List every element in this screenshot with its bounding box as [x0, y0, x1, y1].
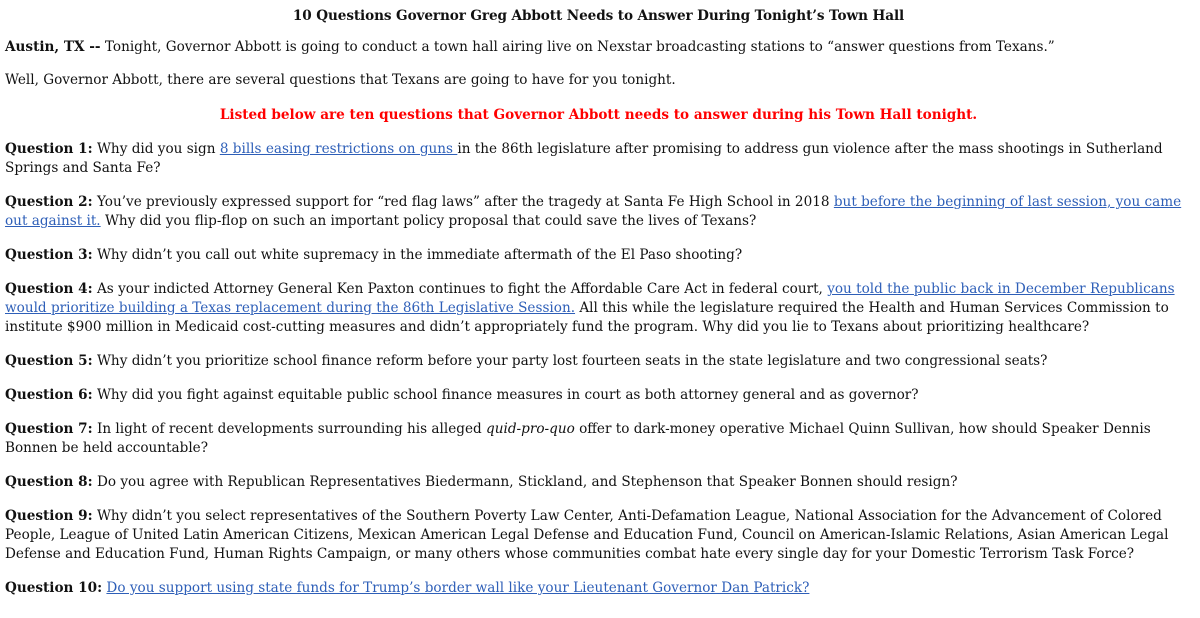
question-label: Question 10: — [5, 580, 103, 596]
dateline: Austin, TX -- — [5, 39, 101, 55]
question-text: Why did you fight against equitable public school finance measures in court as both attorney general and as governor? — [92, 387, 919, 403]
question-text: You’ve previously expressed support for “red flag laws” after the tragedy at Santa Fe High School in 2018 — [92, 194, 834, 210]
question-text: Why didn’t you prioritize school finance reform before your party lost fourteen seats in the state legislature and two congressional seats? — [92, 353, 1048, 369]
question-6 — [5, 386, 1192, 405]
gun-bills-link[interactable]: 8 bills easing restrictions on guns — [219, 141, 458, 157]
question-emphasis: quid-pro-quo — [486, 421, 575, 437]
question-text: As your indicted Attorney General Ken Paxton continues to fight the Affordable Care Act in federal court, — [92, 281, 828, 297]
question-3 — [5, 246, 1192, 265]
question-text: In light of recent developments surrounding his alleged — [92, 421, 487, 437]
question-text: Do you agree with Republican Representatives Biedermann, Stickland, and Stephenson that Speaker Bonnen should resign? — [92, 474, 958, 490]
questions-heading: Listed below are ten questions that Governor Abbott needs to answer during his Town Hall tonight. — [219, 107, 978, 123]
question-text: in the 86th legislature after promising to address gun violence after the mass shootings in Sutherland Springs and Santa Fe? — [5, 141, 1163, 176]
red-flag-flip-flop-link[interactable]: but before the beginning of last session, you came out against it. — [5, 194, 1182, 229]
question-text: Why did you sign — [92, 141, 220, 157]
question-7 — [5, 420, 1192, 458]
question-label: Question 8: — [5, 474, 93, 490]
intro-paragraph-2: Well, Governor Abbott, there are several questions that Texans are going to have for you tonight. — [5, 72, 676, 88]
border-wall-link[interactable]: Do you support using state funds for Trump’s border wall like your Lieutenant Governor Dan Patrick? — [106, 580, 810, 596]
question-text: offer to dark-money operative Michael Quinn Sullivan, how should Speaker Dennis Bonnen be held accountable? — [5, 421, 1151, 456]
question-label: Question 3: — [5, 247, 93, 263]
question-label: Question 2: — [5, 194, 93, 210]
question-label: Question 1: — [5, 141, 93, 157]
question-text: Why did you flip-flop on such an important policy proposal that could save the lives of Texans? — [100, 213, 757, 229]
question-8 — [5, 473, 1192, 492]
question-1 — [5, 140, 1192, 178]
intro-paragraph — [5, 38, 1192, 57]
question-label: Question 7: — [5, 421, 93, 437]
question-label: Question 6: — [5, 387, 93, 403]
question-label: Question 9: — [5, 508, 93, 524]
intro-text: Tonight, Governor Abbott is going to conduct a town hall airing live on Nexstar broadcasting stations to “answer questions from Texans.” — [100, 39, 1055, 55]
page-title: 10 Questions Governor Greg Abbott Needs to Answer During Tonight’s Town Hall — [292, 8, 905, 24]
question-2 — [5, 193, 1192, 231]
question-label: Question 5: — [5, 353, 93, 369]
question-9 — [5, 507, 1192, 564]
question-text: All this while the legislature required the Health and Human Services Commission to institute $900 million in Medicaid cost-cutting measures and didn’t appropriately fund the program. Why did you lie to Texans about prioritizing healthcare? — [5, 300, 1169, 335]
healthcare-replacement-link[interactable]: you told the public back in December Republicans would prioritize building a Texas replacement during the 86th Legislative Session. — [5, 281, 1175, 316]
question-10 — [5, 579, 1192, 598]
question-text: Why didn’t you select representatives of the Southern Poverty Law Center, Anti-Defamation League, National Association for the Advancement of Colored People, League of United Latin American Citizens, Mexican American Legal Defense and Education Fund, Council on American-Islamic Relations, Asian American Legal Defense and Education Fund, Human Rights Campaign, or many others whose communities combat hate every single day for your Domestic Terrorism Task Force? — [5, 508, 1169, 562]
question-4 — [5, 280, 1192, 337]
question-label: Question 4: — [5, 281, 93, 297]
question-text: Why didn’t you call out white supremacy in the immediate aftermath of the El Paso shooting? — [92, 247, 743, 263]
question-5 — [5, 352, 1192, 371]
